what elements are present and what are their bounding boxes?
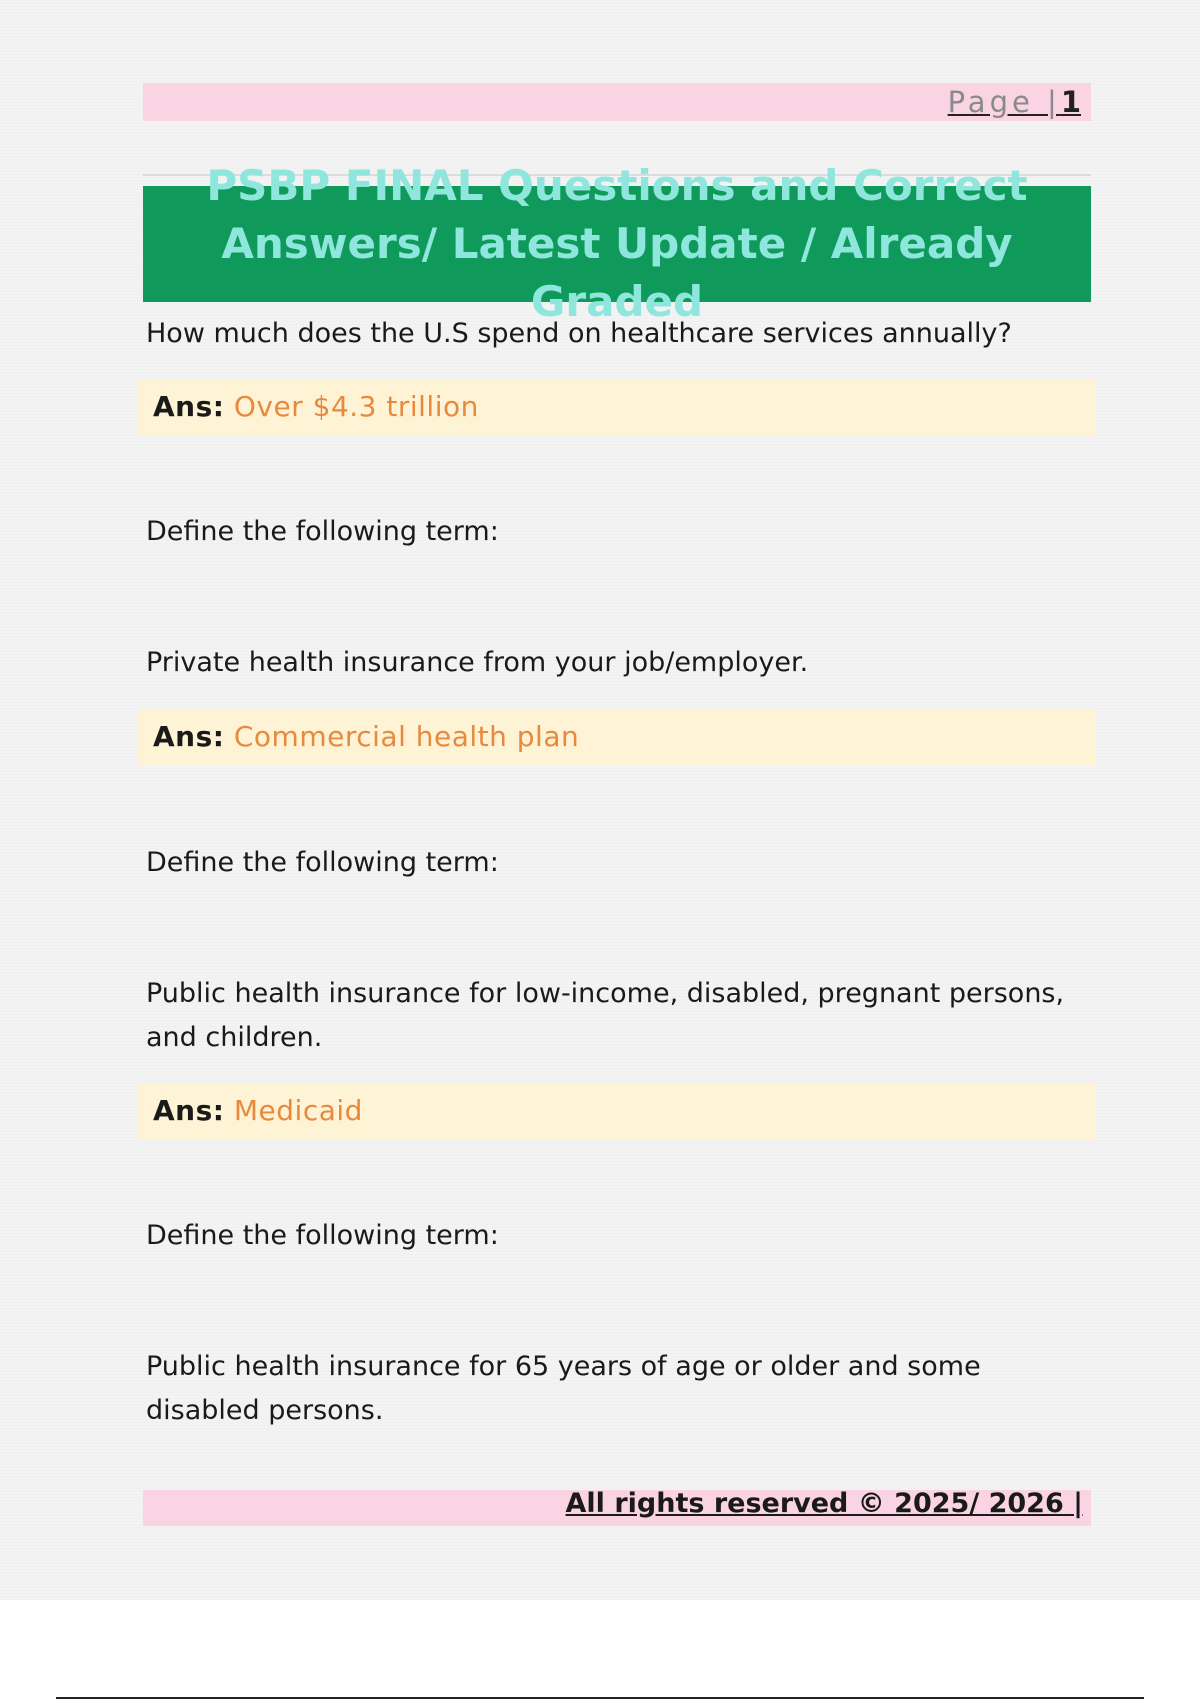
bottom-divider bbox=[56, 1697, 1144, 1699]
page-header bbox=[143, 83, 1091, 121]
answer-value: Over $4.3 trillion bbox=[233, 390, 479, 423]
question-2-prompt: Define the following term: bbox=[146, 516, 499, 547]
answer-label: Ans: bbox=[153, 720, 225, 753]
answer-label: Ans: bbox=[153, 390, 225, 423]
title-line-1: PSBP FINAL Questions and Correct bbox=[206, 161, 1028, 210]
answer-value: Medicaid bbox=[233, 1094, 363, 1127]
answer-1 bbox=[138, 380, 1096, 436]
question-3-prompt: Define the following term: bbox=[146, 847, 499, 878]
answer-3 bbox=[138, 1084, 1096, 1140]
document-title bbox=[143, 161, 1091, 326]
question-4-detail: Public health insurance for 65 years of age or older and some disabled persons. bbox=[146, 1351, 981, 1426]
answer-2 bbox=[138, 710, 1096, 766]
question-2-detail: Private health insurance from your job/employer. bbox=[146, 647, 809, 678]
answer-value: Commercial health plan bbox=[233, 720, 580, 753]
title-line-2: Answers/ Latest Update / Already Graded bbox=[221, 219, 1013, 326]
copyright-text: All rights reserved © 2025/ 2026 | bbox=[565, 1488, 1083, 1519]
answer-label: Ans: bbox=[153, 1094, 225, 1127]
page-number: Page |1 bbox=[947, 85, 1081, 119]
question-3-detail: Public health insurance for low-income, disabled, pregnant persons, and children. bbox=[146, 978, 1065, 1053]
page-footer bbox=[143, 1490, 1091, 1526]
question-4-prompt: Define the following term: bbox=[146, 1220, 499, 1251]
question-1-prompt: How much does the U.S spend on healthcare services annually? bbox=[146, 318, 1012, 349]
